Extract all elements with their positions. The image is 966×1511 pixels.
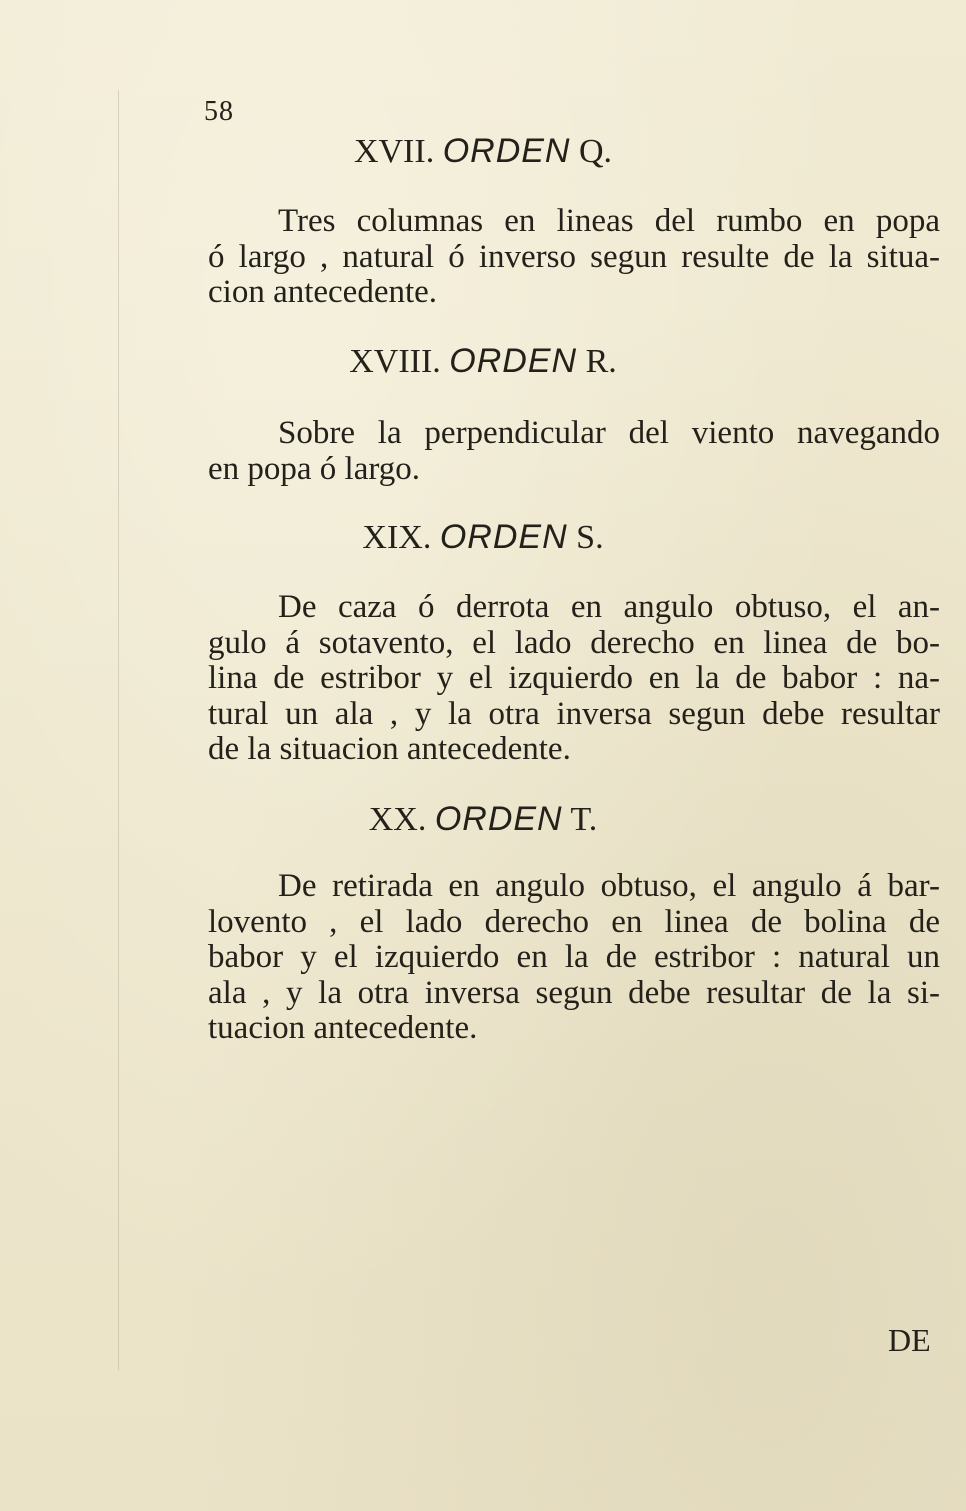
paragraph-line: gulo á sotavento, el lado derecho en linea de bo- — [208, 624, 940, 661]
paragraph-line: lina de estribor y el izquierdo en la de babor : na- — [208, 660, 940, 696]
paragraph-line: tuacion antecedente. — [208, 1010, 478, 1046]
paragraph-line: Sobre la perpendicular del viento navegando — [278, 415, 940, 451]
heading-number: XVIII. — [349, 343, 441, 380]
paragraph-line: cion antecedente. — [208, 274, 438, 310]
paragraph-line: babor y el izquierdo en la de estribor : natural un — [208, 939, 940, 975]
paragraph-line: de la situacion antecedente. — [208, 731, 571, 767]
paragraph-line: De caza ó derrota en angulo obtuso, el an- — [278, 589, 940, 625]
section-heading-xix — [0, 518, 966, 557]
section-paragraph-xx — [208, 869, 940, 1047]
catchword: DE — [888, 1322, 931, 1358]
heading-word: ORDEN — [442, 132, 571, 170]
heading-word: ORDEN — [449, 342, 578, 380]
paragraph-line: en popa ó largo. — [208, 450, 421, 487]
heading-word: ORDEN — [434, 800, 563, 838]
heading-number: XX. — [368, 801, 427, 838]
heading-letter: T. — [570, 801, 598, 838]
paragraph-line: ala , y la otra inversa segun debe resultar de la si- — [208, 974, 940, 1011]
paragraph-line: De retirada en angulo obtuso, el angulo á bar- — [278, 868, 940, 904]
section-paragraph-xviii — [208, 416, 940, 487]
section-heading-xvii — [0, 132, 966, 171]
section-heading-xx — [0, 800, 966, 839]
page-number: 58 — [204, 96, 234, 127]
section-paragraph-xix — [208, 590, 940, 768]
heading-letter: R. — [585, 343, 617, 380]
paragraph-line: tural un ala , y la otra inversa segun debe resultar — [208, 695, 940, 732]
paragraph-line: Tres columnas en lineas del rumbo en popa — [278, 203, 940, 239]
heading-word: ORDEN — [439, 518, 568, 556]
heading-number: XIX. — [362, 519, 432, 556]
paragraph-line: ó largo , natural ó inverso segun resulte de la situa- — [208, 238, 940, 275]
section-paragraph-xvii — [208, 204, 940, 311]
heading-letter: Q. — [579, 133, 613, 170]
section-heading-xviii — [0, 342, 966, 381]
gutter-shadow — [118, 90, 119, 1370]
heading-number: XVII. — [353, 133, 435, 170]
heading-letter: S. — [576, 519, 604, 556]
paragraph-line: lovento , el lado derecho en linea de bolina de — [208, 903, 940, 940]
